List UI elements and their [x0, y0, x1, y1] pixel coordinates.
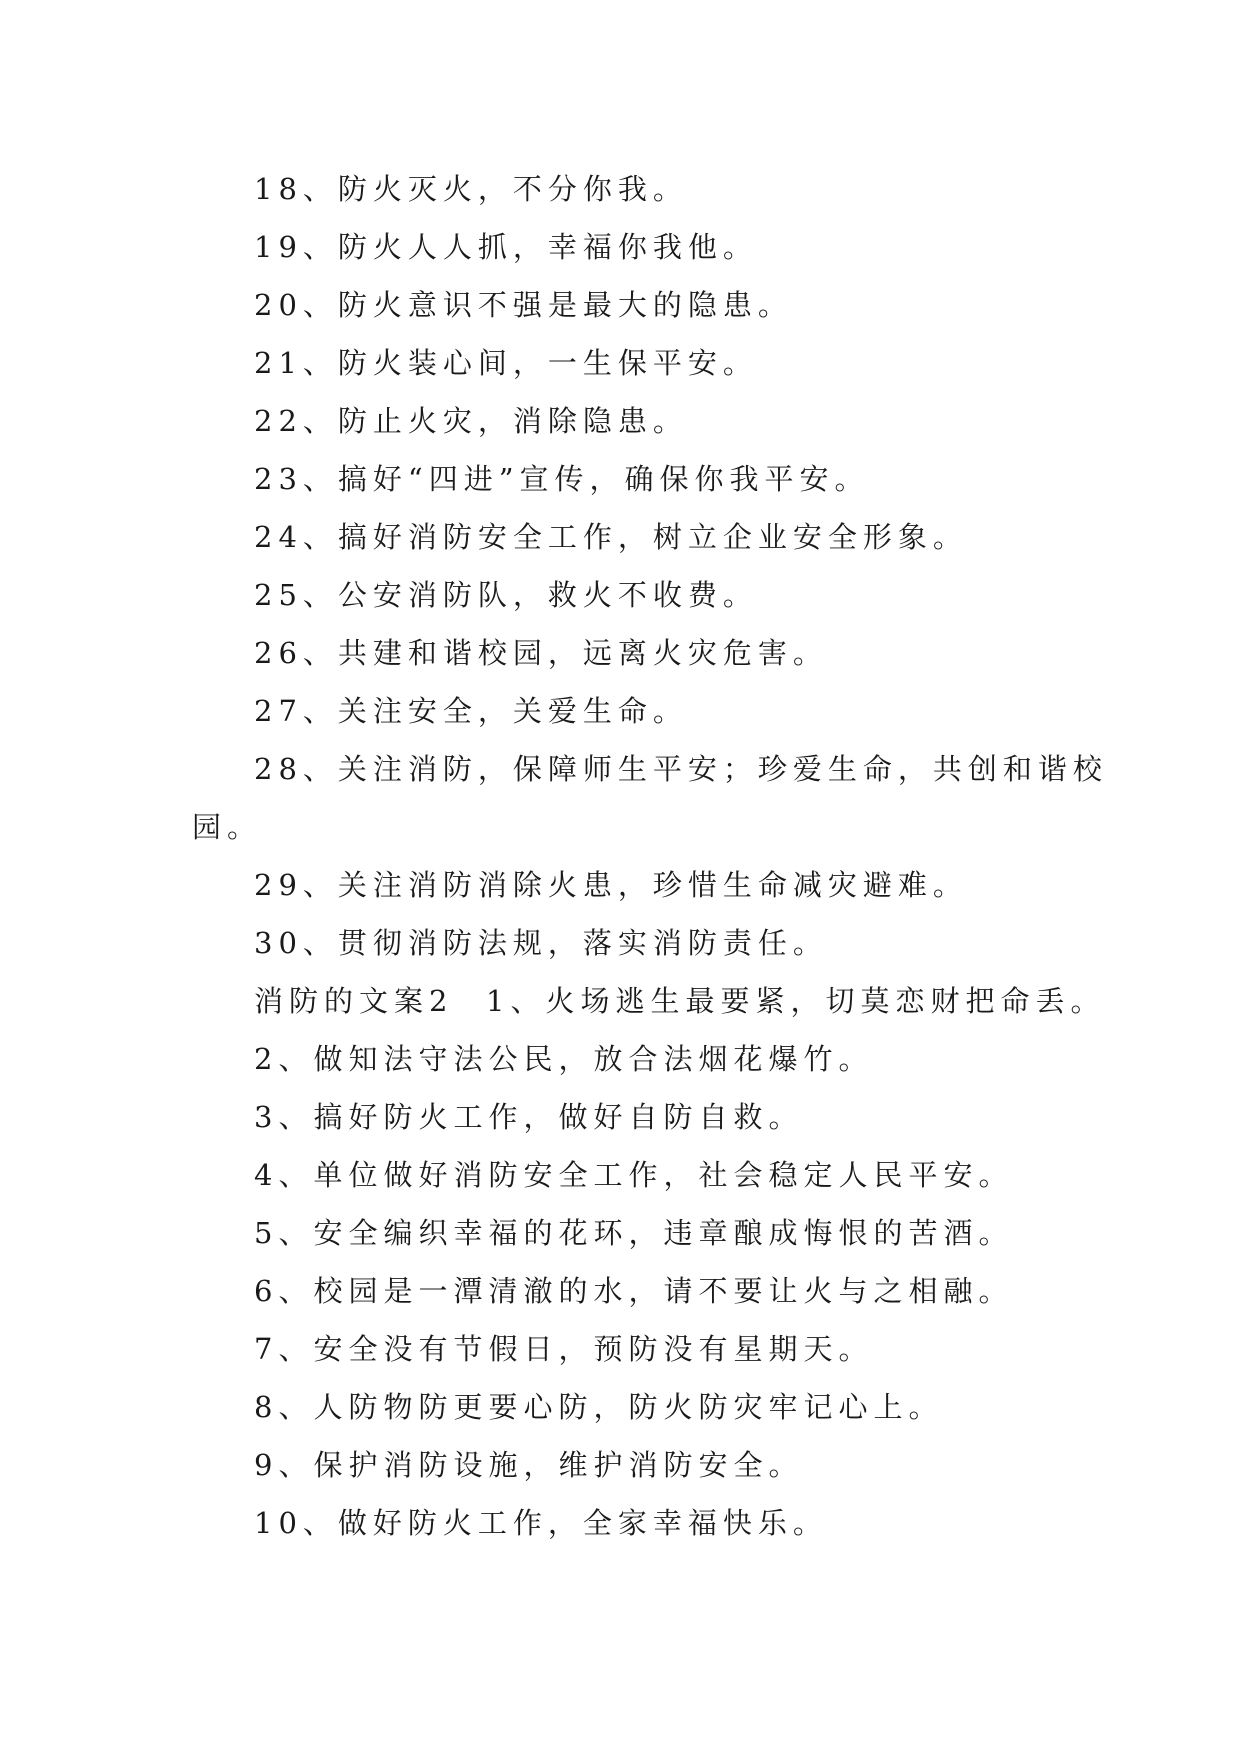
slogan-line-28: 28、关注消防，保障师生平安；珍爱生命，共创和谐校: [254, 752, 1108, 786]
document-body: [192, 160, 1108, 1552]
section-heading-line: [192, 972, 1106, 1030]
section-item-8: 8、人防物防更要心防，防火防灾牢记心上。: [254, 1390, 944, 1424]
section-heading: 消防的文案2: [254, 984, 454, 1018]
slogan-line-28-continued: 园。: [192, 810, 263, 844]
slogan-line-20: 20、防火意识不强是最大的隐患。: [254, 288, 793, 322]
section-item-6: 6、校园是一潭清澈的水，请不要让火与之相融。: [254, 1274, 1014, 1308]
slogan-line-19: 19、防火人人抓，幸福你我他。: [254, 230, 758, 264]
slogan-line-22: 22、防止火灾，消除隐患。: [254, 404, 688, 438]
section-item-4: 4、单位做好消防安全工作，社会稳定人民平安。: [254, 1158, 1014, 1192]
slogan-line-25: 25、公安消防队，救火不收费。: [254, 578, 758, 612]
section-item-3: 3、搞好防火工作，做好自防自救。: [254, 1100, 804, 1134]
section-item-10: 10、做好防火工作，全家幸福快乐。: [254, 1506, 828, 1540]
slogan-line-26: 26、共建和谐校园，远离火灾危害。: [254, 636, 828, 670]
slogan-line-18: 18、防火灭火，不分你我。: [254, 172, 688, 206]
section-item-5: 5、安全编织幸福的花环，违章酿成悔恨的苦酒。: [254, 1216, 1014, 1250]
slogan-line-27: 27、关注安全，关爱生命。: [254, 694, 688, 728]
section-item-7: 7、安全没有节假日，预防没有星期天。: [254, 1332, 874, 1366]
slogan-line-21: 21、防火装心间，一生保平安。: [254, 346, 758, 380]
slogan-line-30: 30、贯彻消防法规，落实消防责任。: [254, 926, 828, 960]
slogan-line-29: 29、关注消防消除火患，珍惜生命减灾避难。: [254, 868, 968, 902]
section-item-9: 9、保护消防设施，维护消防安全。: [254, 1448, 804, 1482]
section-item-2: 2、做知法守法公民，放合法烟花爆竹。: [254, 1042, 874, 1076]
section-item-1: 1、火场逃生最要紧，切莫恋财把命丢。: [486, 984, 1106, 1018]
slogan-line-24: 24、搞好消防安全工作，树立企业安全形象。: [254, 520, 968, 554]
slogan-line-23: 23、搞好“四进”宣传，确保你我平安。: [254, 462, 870, 496]
